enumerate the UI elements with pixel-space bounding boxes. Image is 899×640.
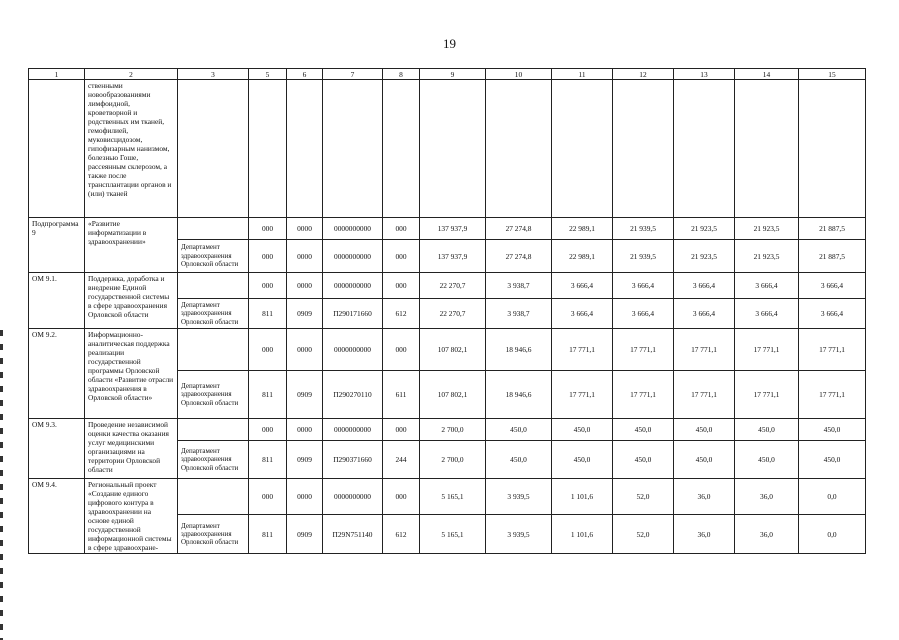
value-cell-c13: 17 771,1 xyxy=(674,329,735,371)
column-number: 8 xyxy=(383,69,420,80)
value-cell-c13: 450,0 xyxy=(674,441,735,479)
value-cell-c6: 0909 xyxy=(287,371,323,419)
value-cell-c11: 17 771,1 xyxy=(552,329,613,371)
value-cell-c11: 3 666,4 xyxy=(552,273,613,299)
value-cell-c8: 000 xyxy=(383,273,420,299)
empty-cell xyxy=(323,80,383,218)
value-cell-c12: 52,0 xyxy=(613,479,674,515)
value-cell-c9: 2 700,0 xyxy=(420,419,486,441)
value-cell-c15: 0,0 xyxy=(799,515,866,554)
value-cell-c11: 450,0 xyxy=(552,419,613,441)
value-cell-c6: 0909 xyxy=(287,515,323,554)
value-cell-c7: 0000000000 xyxy=(323,479,383,515)
value-cell-c6: 0909 xyxy=(287,441,323,479)
empty-cell xyxy=(249,80,287,218)
value-cell-c8: 244 xyxy=(383,441,420,479)
value-cell-c6: 0000 xyxy=(287,218,323,240)
value-cell-c13: 450,0 xyxy=(674,419,735,441)
value-cell-c14: 17 771,1 xyxy=(735,329,799,371)
value-cell-c15: 450,0 xyxy=(799,441,866,479)
value-cell-c7: 0000000000 xyxy=(323,240,383,273)
value-cell-c13: 3 666,4 xyxy=(674,273,735,299)
value-cell-c10: 3 938,7 xyxy=(486,273,552,299)
empty-cell xyxy=(287,80,323,218)
value-cell-c11: 1 101,6 xyxy=(552,515,613,554)
column-number: 15 xyxy=(799,69,866,80)
empty-cell xyxy=(552,80,613,218)
value-cell-c11: 17 771,1 xyxy=(552,371,613,419)
program-code: ОМ 9.3. xyxy=(29,419,85,479)
column-number: 1 xyxy=(29,69,85,80)
value-cell-c14: 21 923,5 xyxy=(735,218,799,240)
value-cell-c12: 450,0 xyxy=(613,419,674,441)
value-cell-c13: 36,0 xyxy=(674,515,735,554)
column-number: 3 xyxy=(178,69,249,80)
value-cell-c15: 3 666,4 xyxy=(799,273,866,299)
value-cell-c13: 17 771,1 xyxy=(674,371,735,419)
column-number: 6 xyxy=(287,69,323,80)
value-cell-c8: 612 xyxy=(383,515,420,554)
value-cell-c10: 3 939,5 xyxy=(486,515,552,554)
empty-cell xyxy=(674,80,735,218)
column-number: 13 xyxy=(674,69,735,80)
table-row xyxy=(29,419,866,441)
column-number: 7 xyxy=(323,69,383,80)
program-name: Поддержка, доработка и внедрение Единой государственной системы в сфере здравоохранения Орловской области xyxy=(85,273,178,329)
value-cell-c12: 3 666,4 xyxy=(613,299,674,329)
column-number: 12 xyxy=(613,69,674,80)
page-number: 19 xyxy=(443,36,456,51)
table-row xyxy=(29,479,866,515)
column-number: 5 xyxy=(249,69,287,80)
value-cell-c15: 17 771,1 xyxy=(799,329,866,371)
program-code: Подпрограмма 9 xyxy=(29,218,85,273)
program-code: ОМ 9.2. xyxy=(29,329,85,419)
value-cell-c8: 612 xyxy=(383,299,420,329)
value-cell-c13: 36,0 xyxy=(674,479,735,515)
value-cell-c9: 22 270,7 xyxy=(420,273,486,299)
value-cell-c13: 3 666,4 xyxy=(674,299,735,329)
value-cell-c13: 21 923,5 xyxy=(674,240,735,273)
column-number: 2 xyxy=(85,69,178,80)
empty-cell xyxy=(799,80,866,218)
program-name: «Развитие информатизации в здравоохранении» xyxy=(85,218,178,273)
responsible-department: Департамент здравоохранения Орловской области xyxy=(178,441,249,479)
responsible-department: Департамент здравоохранения Орловской области xyxy=(178,299,249,329)
value-cell-c8: 000 xyxy=(383,218,420,240)
value-cell-c10: 18 946,6 xyxy=(486,329,552,371)
value-cell-c15: 17 771,1 xyxy=(799,371,866,419)
empty-cell xyxy=(735,80,799,218)
value-cell-c14: 21 923,5 xyxy=(735,240,799,273)
scan-edge-artifact xyxy=(0,330,3,640)
value-cell-c15: 21 887,5 xyxy=(799,240,866,273)
responsible-department xyxy=(178,329,249,371)
value-cell-c12: 21 939,5 xyxy=(613,218,674,240)
responsible-department xyxy=(178,419,249,441)
value-cell-c12: 450,0 xyxy=(613,441,674,479)
value-cell-c7: П290270110 xyxy=(323,371,383,419)
value-cell-c13: 21 923,5 xyxy=(674,218,735,240)
row-code-cell xyxy=(29,80,85,218)
value-cell-c5: 000 xyxy=(249,218,287,240)
column-number: 9 xyxy=(420,69,486,80)
column-number-row xyxy=(29,69,866,80)
program-name: Проведение независимой оценки качества оказания услуг медицинскими организациями на территории Орловской области xyxy=(85,419,178,479)
continuation-row xyxy=(29,80,866,218)
empty-cell xyxy=(486,80,552,218)
value-cell-c5: 811 xyxy=(249,371,287,419)
value-cell-c14: 36,0 xyxy=(735,479,799,515)
value-cell-c6: 0909 xyxy=(287,299,323,329)
table-row xyxy=(29,218,866,240)
value-cell-c11: 22 989,1 xyxy=(552,240,613,273)
empty-cell xyxy=(420,80,486,218)
value-cell-c14: 3 666,4 xyxy=(735,273,799,299)
value-cell-c5: 000 xyxy=(249,329,287,371)
program-code: ОМ 9.4. xyxy=(29,479,85,554)
column-number: 11 xyxy=(552,69,613,80)
value-cell-c9: 5 165,1 xyxy=(420,479,486,515)
value-cell-c12: 17 771,1 xyxy=(613,329,674,371)
program-name: Региональный проект «Создание единого цифрового контура в здравоохранении на основе единой государственной информационной системы в сфере здравоохране- xyxy=(85,479,178,554)
value-cell-c6: 0000 xyxy=(287,479,323,515)
value-cell-c15: 3 666,4 xyxy=(799,299,866,329)
budget-table-wrap xyxy=(28,68,866,554)
value-cell-c7: П290371660 xyxy=(323,441,383,479)
table-row xyxy=(29,273,866,299)
value-cell-c12: 52,0 xyxy=(613,515,674,554)
responsible-department xyxy=(178,218,249,240)
value-cell-c5: 811 xyxy=(249,515,287,554)
value-cell-c5: 000 xyxy=(249,273,287,299)
value-cell-c9: 107 802,1 xyxy=(420,371,486,419)
responsible-department: Департамент здравоохранения Орловской области xyxy=(178,515,249,554)
value-cell-c10: 450,0 xyxy=(486,441,552,479)
value-cell-c8: 000 xyxy=(383,329,420,371)
value-cell-c14: 36,0 xyxy=(735,515,799,554)
value-cell-c11: 1 101,6 xyxy=(552,479,613,515)
value-cell-c14: 450,0 xyxy=(735,419,799,441)
value-cell-c11: 450,0 xyxy=(552,441,613,479)
responsible-department: Департамент здравоохранения Орловской области xyxy=(178,371,249,419)
value-cell-c9: 137 937,9 xyxy=(420,240,486,273)
value-cell-c7: 0000000000 xyxy=(323,273,383,299)
value-cell-c10: 27 274,8 xyxy=(486,240,552,273)
value-cell-c11: 3 666,4 xyxy=(552,299,613,329)
value-cell-c10: 450,0 xyxy=(486,419,552,441)
value-cell-c7: 0000000000 xyxy=(323,419,383,441)
value-cell-c8: 611 xyxy=(383,371,420,419)
value-cell-c5: 000 xyxy=(249,240,287,273)
program-name: Информационно-аналитическая поддержка реализации государственной программы Орловской области «Развитие отрасли здравоохранения в Орловской области» xyxy=(85,329,178,419)
value-cell-c9: 107 802,1 xyxy=(420,329,486,371)
value-cell-c6: 0000 xyxy=(287,419,323,441)
column-number: 14 xyxy=(735,69,799,80)
value-cell-c5: 000 xyxy=(249,479,287,515)
value-cell-c7: 0000000000 xyxy=(323,218,383,240)
empty-cell xyxy=(178,80,249,218)
value-cell-c14: 450,0 xyxy=(735,441,799,479)
value-cell-c7: 0000000000 xyxy=(323,329,383,371)
value-cell-c14: 3 666,4 xyxy=(735,299,799,329)
value-cell-c10: 3 938,7 xyxy=(486,299,552,329)
column-number: 10 xyxy=(486,69,552,80)
value-cell-c11: 22 989,1 xyxy=(552,218,613,240)
value-cell-c7: П29N751140 xyxy=(323,515,383,554)
responsible-department xyxy=(178,273,249,299)
budget-table xyxy=(28,68,866,554)
value-cell-c8: 000 xyxy=(383,419,420,441)
value-cell-c12: 21 939,5 xyxy=(613,240,674,273)
value-cell-c5: 811 xyxy=(249,441,287,479)
value-cell-c15: 0,0 xyxy=(799,479,866,515)
table-row xyxy=(29,329,866,371)
program-code: ОМ 9.1. xyxy=(29,273,85,329)
value-cell-c5: 000 xyxy=(249,419,287,441)
responsible-department xyxy=(178,479,249,515)
value-cell-c6: 0000 xyxy=(287,329,323,371)
value-cell-c9: 22 270,7 xyxy=(420,299,486,329)
value-cell-c6: 0000 xyxy=(287,240,323,273)
empty-cell xyxy=(613,80,674,218)
value-cell-c5: 811 xyxy=(249,299,287,329)
value-cell-c15: 21 887,5 xyxy=(799,218,866,240)
value-cell-c10: 27 274,8 xyxy=(486,218,552,240)
value-cell-c15: 450,0 xyxy=(799,419,866,441)
value-cell-c8: 000 xyxy=(383,479,420,515)
value-cell-c8: 000 xyxy=(383,240,420,273)
value-cell-c10: 3 939,5 xyxy=(486,479,552,515)
value-cell-c9: 137 937,9 xyxy=(420,218,486,240)
empty-cell xyxy=(383,80,420,218)
value-cell-c12: 3 666,4 xyxy=(613,273,674,299)
value-cell-c7: П290171660 xyxy=(323,299,383,329)
continuation-text: ственными новообразованиями лимфоидной, кроветворной и родственных им тканей, гемофилией, муковисцидозом, гипофизарным нанизмом, болезнью Гоше, рассеянным склерозом, а также после трансплантации органов и (или) тканей xyxy=(85,80,178,218)
value-cell-c10: 18 946,6 xyxy=(486,371,552,419)
responsible-department: Департамент здравоохранения Орловской области xyxy=(178,240,249,273)
value-cell-c12: 17 771,1 xyxy=(613,371,674,419)
value-cell-c6: 0000 xyxy=(287,273,323,299)
value-cell-c9: 5 165,1 xyxy=(420,515,486,554)
value-cell-c9: 2 700,0 xyxy=(420,441,486,479)
value-cell-c14: 17 771,1 xyxy=(735,371,799,419)
